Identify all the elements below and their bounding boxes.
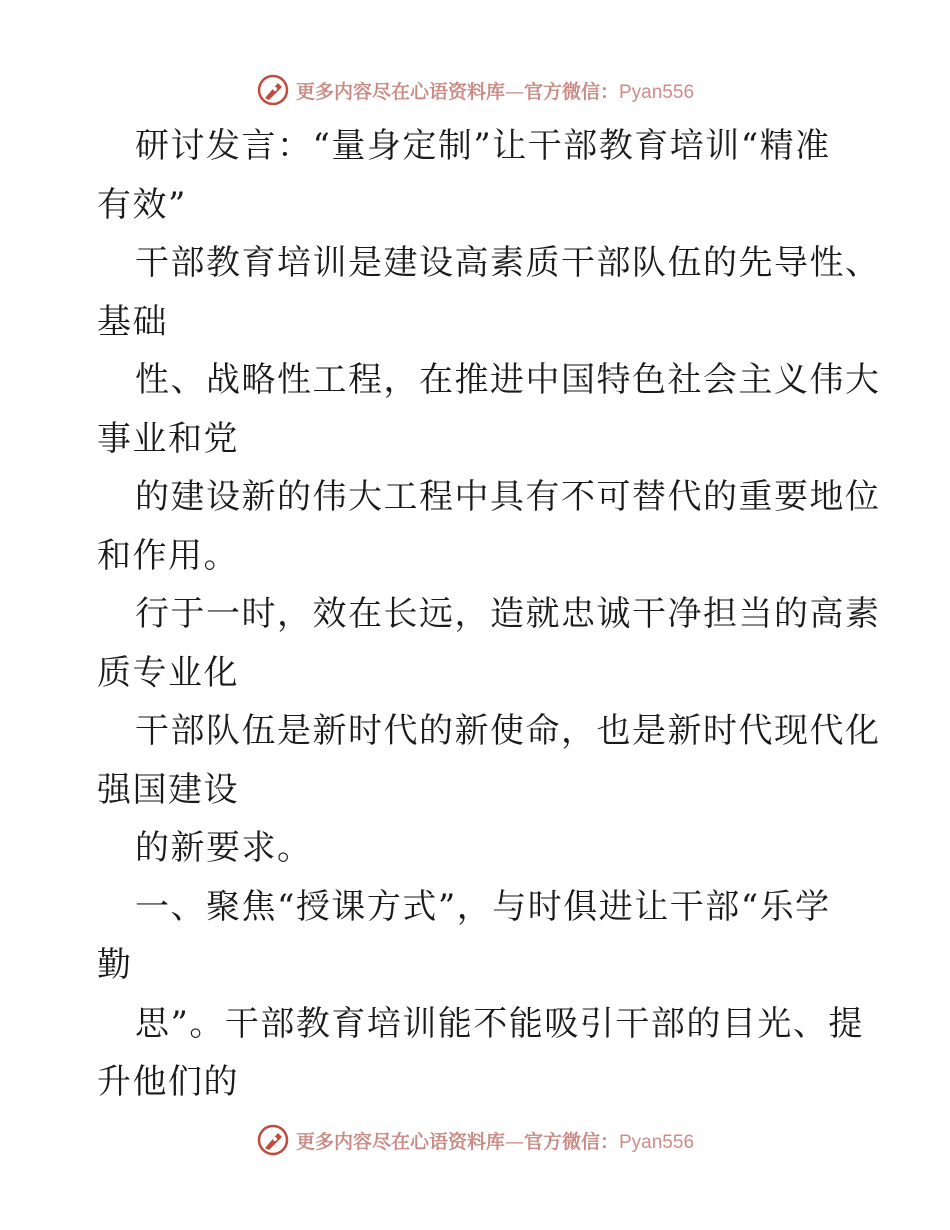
footer-watermark	[0, 1120, 950, 1160]
text-line: 基础	[97, 301, 168, 342]
text-line: 的建设新的伟大工程中具有不可替代的重要地位	[135, 477, 881, 517]
text-line: 一、聚焦“授课方式”，与时俱进让干部“乐学	[135, 886, 831, 927]
header-watermark	[0, 70, 950, 110]
text-line: 干部队伍是新时代的新使命，也是新时代现代化	[135, 711, 881, 751]
text-line: 行于一时，效在长远，造就忠诚干净担当的高素	[135, 594, 881, 634]
text-line: 性、战略性工程，在推进中国特色社会主义伟大	[135, 360, 881, 400]
text-line: 和作用。	[97, 535, 239, 576]
text-line: 的新要求。	[135, 828, 313, 868]
watermark-text: 更多内容尽在心语资料库—官方微信：Pyan556	[295, 80, 695, 103]
text-line: 有效”	[97, 184, 187, 225]
pen-nib-logo-icon	[256, 1123, 290, 1157]
text-line: 强国建设	[97, 769, 239, 810]
text-line: 质专业化	[97, 652, 239, 693]
document-body	[97, 117, 881, 1112]
text-line: 思”。干部教育培训能不能吸引干部的目光、提	[135, 1003, 864, 1044]
text-line: 勤	[97, 945, 133, 985]
text-line: 研讨发言：“量身定制”让干部教育培训“精准	[135, 126, 831, 166]
text-line: 事业和党	[97, 418, 239, 459]
watermark-text: 更多内容尽在心语资料库—官方微信：Pyan556	[295, 1130, 695, 1153]
text-line: 升他们的	[97, 1062, 239, 1102]
text-line: 干部教育培训是建设高素质干部队伍的先导性、	[135, 243, 881, 283]
pen-nib-logo-icon	[256, 73, 290, 107]
